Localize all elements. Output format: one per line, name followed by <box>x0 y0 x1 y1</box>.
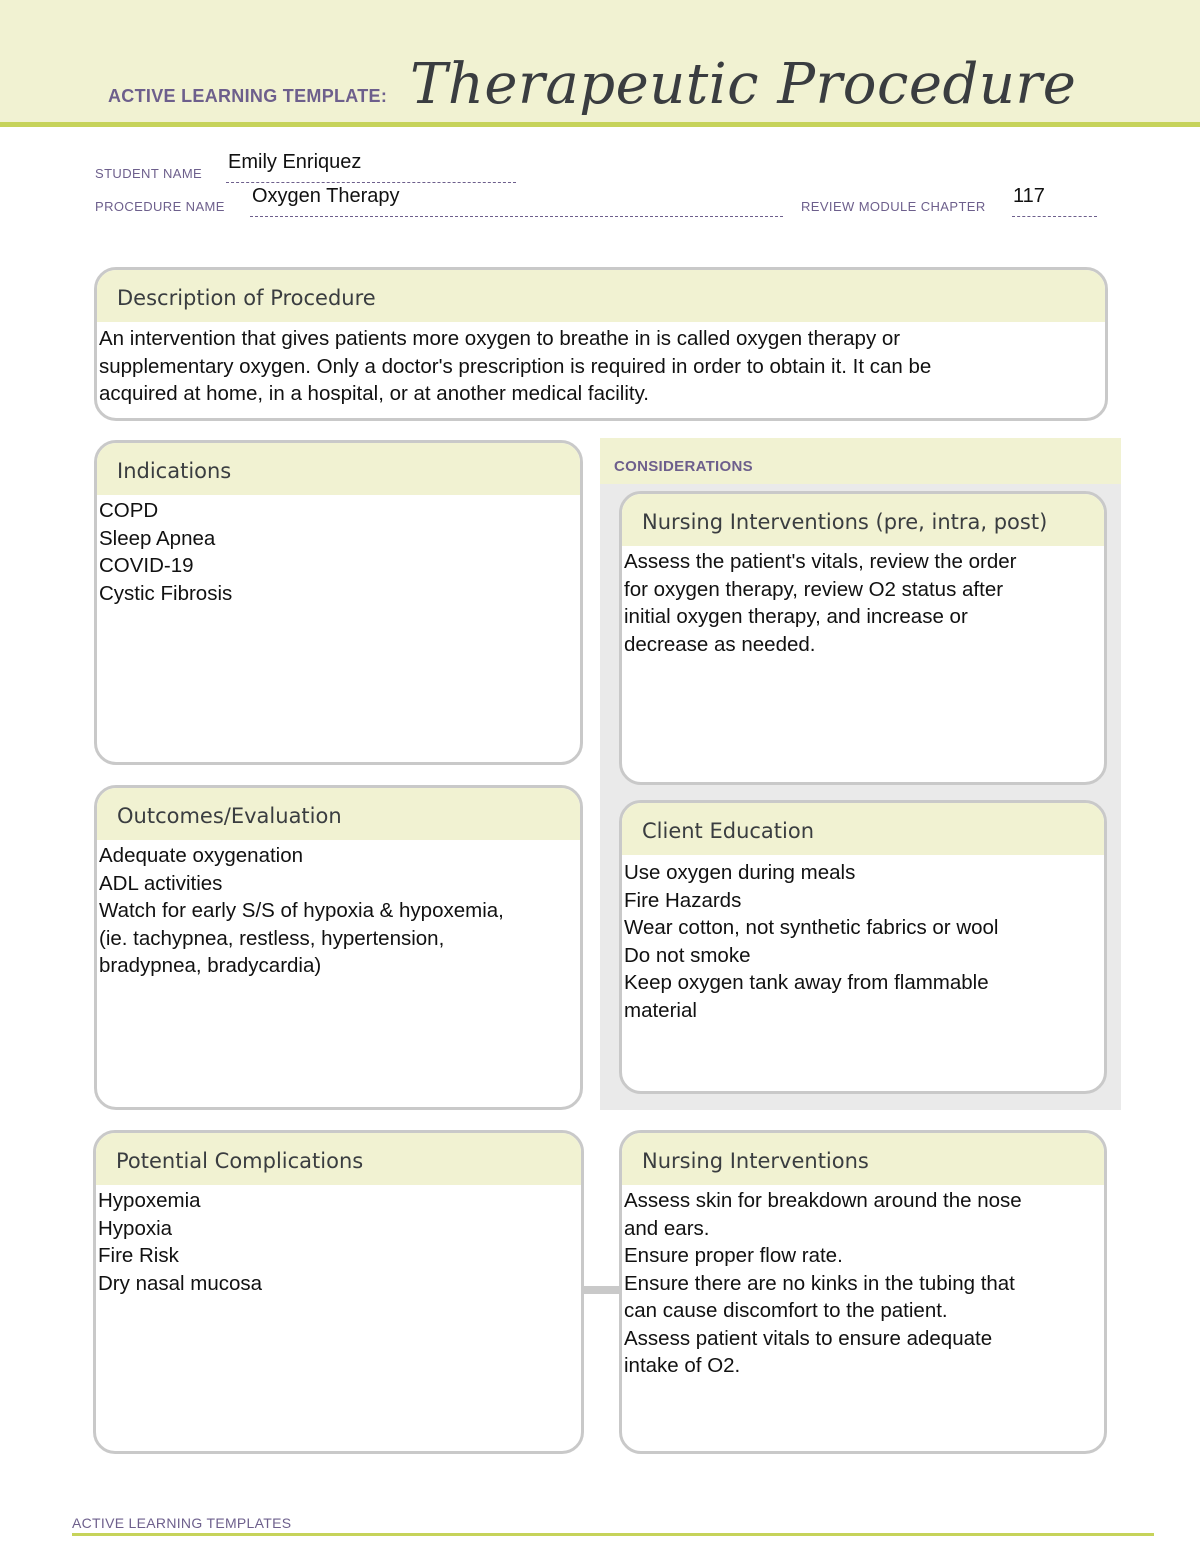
list-item: Hypoxemia <box>98 1189 201 1212</box>
nursing-interventions-title: Nursing Interventions <box>642 1149 869 1173</box>
procedure-name-field[interactable]: Oxygen Therapy <box>252 185 400 207</box>
description-body <box>99 325 1101 408</box>
box-connector <box>582 1286 620 1294</box>
list-item: intake of O2. <box>624 1354 741 1377</box>
list-item: COPD <box>99 499 159 522</box>
potential-complications-title: Potential Complications <box>116 1149 364 1173</box>
outcomes-list <box>99 842 576 980</box>
list-item: Sleep Apnea <box>99 526 216 550</box>
list-item: Assess the patient's vitals, review the order <box>624 550 1017 573</box>
list-item: Hypoxia <box>98 1216 173 1240</box>
list-item: Wear cotton, not synthetic fabrics or wool <box>624 916 999 939</box>
nursing-interventions-body <box>624 1187 1100 1380</box>
list-item: bradypnea, bradycardia) <box>99 954 322 977</box>
list-item: Ensure proper flow rate. <box>624 1244 843 1267</box>
nursing-interventions-pip-title: Nursing Interventions (pre, intra, post) <box>642 510 1048 534</box>
client-education-body <box>624 859 1100 1024</box>
list-item: for oxygen therapy, review O2 status after <box>624 577 1004 601</box>
list-item: material <box>624 998 697 1022</box>
nursing-interventions-box <box>619 1130 1107 1454</box>
potential-complications-list <box>98 1187 577 1297</box>
list-item: Ensure there are no kinks in the tubing that <box>624 1271 1015 1295</box>
list-item: Fire Risk <box>98 1244 179 1267</box>
list-item: Assess patient vitals to ensure adequate <box>624 1326 993 1350</box>
template-label: ACTIVE LEARNING TEMPLATE: <box>108 86 388 106</box>
review-module-field[interactable]: 117 <box>1013 185 1045 207</box>
list-item: Do not smoke <box>624 943 751 967</box>
list-item: Cystic Fibrosis <box>99 581 233 605</box>
header-divider <box>0 122 1200 127</box>
list-item: Keep oxygen tank away from flammable <box>624 971 989 994</box>
indications-box <box>94 440 583 765</box>
list-item: initial oxygen therapy, and increase or <box>624 605 968 628</box>
potential-complications-box <box>93 1130 584 1454</box>
review-module-label: REVIEW MODULE CHAPTER <box>801 199 986 214</box>
description-title: Description of Procedure <box>117 286 376 310</box>
description-line: supplementary oxygen. Only a doctor's prescription is required in order to obtain it. It can be <box>99 354 932 378</box>
indications-list <box>99 497 576 607</box>
list-item: Adequate oxygenation <box>99 844 304 867</box>
list-item: Watch for early S/S of hypoxia & hypoxemia, <box>99 899 504 922</box>
list-item: Use oxygen during meals <box>624 861 856 884</box>
nursing-interventions-pip-body <box>624 548 1100 658</box>
outcomes-box <box>94 785 583 1110</box>
description-line: acquired at home, in a hospital, or at another medical facility. <box>99 382 649 405</box>
list-item: Assess skin for breakdown around the nose <box>624 1189 1022 1212</box>
description-line: An intervention that gives patients more oxygen to breathe in is called oxygen therapy or <box>99 327 901 350</box>
nursing-interventions-pip-box <box>619 491 1107 785</box>
list-item: ADL activities <box>99 871 223 895</box>
client-education-box <box>619 800 1107 1094</box>
list-item: COVID-19 <box>99 554 194 577</box>
list-item: Dry nasal mucosa <box>98 1271 263 1295</box>
description-box <box>94 267 1108 421</box>
indications-title: Indications <box>117 459 232 483</box>
list-item: and ears. <box>624 1216 710 1240</box>
student-name-field[interactable]: Emily Enriquez <box>228 151 362 173</box>
outcomes-title: Outcomes/Evaluation <box>117 804 342 828</box>
list-item: decrease as needed. <box>624 632 816 656</box>
list-item: (ie. tachypnea, restless, hypertension, <box>99 926 445 950</box>
page-title: Therapeutic Procedure <box>410 52 1077 117</box>
list-item: Fire Hazards <box>624 888 742 912</box>
client-education-title: Client Education <box>642 819 815 843</box>
footer-label: ACTIVE LEARNING TEMPLATES <box>72 1515 292 1531</box>
footer-divider <box>72 1533 1154 1536</box>
list-item: can cause discomfort to the patient. <box>624 1299 948 1322</box>
student-name-label: STUDENT NAME <box>95 166 203 181</box>
procedure-name-label: PROCEDURE NAME <box>95 199 225 214</box>
considerations-label: CONSIDERATIONS <box>614 458 753 475</box>
